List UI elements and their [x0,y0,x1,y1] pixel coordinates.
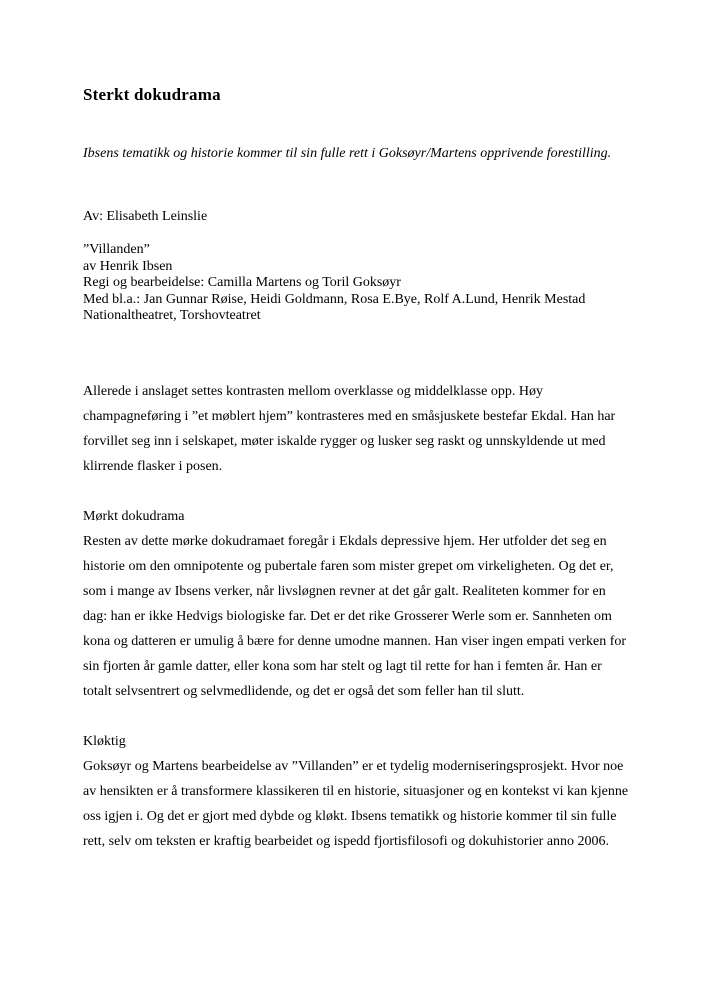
article-title: Sterkt dokudrama [83,85,221,104]
section-heading-morkt-dokudrama: Mørkt dokudrama [83,508,185,524]
morkt-dokudrama-paragraph: Resten av dette mørke dokudramaet foregår i Ekdals depressive hjem. Her utfolder det seg en historie om den omnipotente og pubertale faren som mister grepet om virkeligheten. Og det er, som i mange av Ibsens verker, når livsløgnen revner at det går galt. Realiteten kommer for en dag: han er ikke Hedvigs biologiske far. Det er det rike Grosserer Werle som er. Sannheten om kona og datteren er umulig å bære for denne umodne mannen. Han viser ingen empati verken for sin fjorten år gamle datter, eller kona som har stelt og lagt til rette for han i femten år. Han er totalt selvsentrert og selvmedlidende, og det er også det som feller han til slutt. [83,533,627,699]
credit-cast: Med bl.a.: Jan Gunnar Røise, Heidi Goldmann, Rosa E.Bye, Rolf A.Lund, Henrik Mestad [83,291,586,307]
credits-block [83,242,630,325]
credit-play-title: ”Villanden” [83,242,150,257]
credit-author: av Henrik Ibsen [83,258,173,274]
section-kloktig [83,729,630,854]
intro-paragraph: Allerede i anslaget settes kontrasten mellom overklasse og middelklasse opp. Høy champagneføring i ”et møblert hjem” kontrasteres med en småsjuskete bestefar Ekdal. Han har forvillet seg inn i selskapet, møter iskalde rygger og lusker seg raskt og unnskyldende ut med klirrende flasker i posen. [83,383,616,474]
kloktig-paragraph: Goksøyr og Martens bearbeidelse av ”Villanden” er et tydelig moderniseringsprosjekt. Hvor noe av hensikten er å transformere klassikeren til en historie, situasjoner og en kontekst vi kan kjenne oss igjen i. Og det er gjort med dybde og kløkt. Ibsens tematikk og historie kommer til sin fulle rett, selv om teksten er kraftig bearbeidet og ispedd fjortisfilosofi og dokuhistorier anno 2006. [83,758,629,849]
section-heading-kloktig: Kløktig [83,733,126,749]
article-byline: Av: Elisabeth Leinslie [83,209,208,224]
credit-theatre: Nationaltheatret, Torshovteatret [83,308,261,323]
section-intro [83,379,630,479]
credit-direction: Regi og bearbeidelse: Camilla Martens og Toril Goksøyr [83,275,401,290]
article-lede: Ibsens tematikk og historie kommer til sin fulle rett i Goksøyr/Martens opprivende forestilling. [83,146,612,161]
section-morkt-dokudrama [83,504,630,704]
